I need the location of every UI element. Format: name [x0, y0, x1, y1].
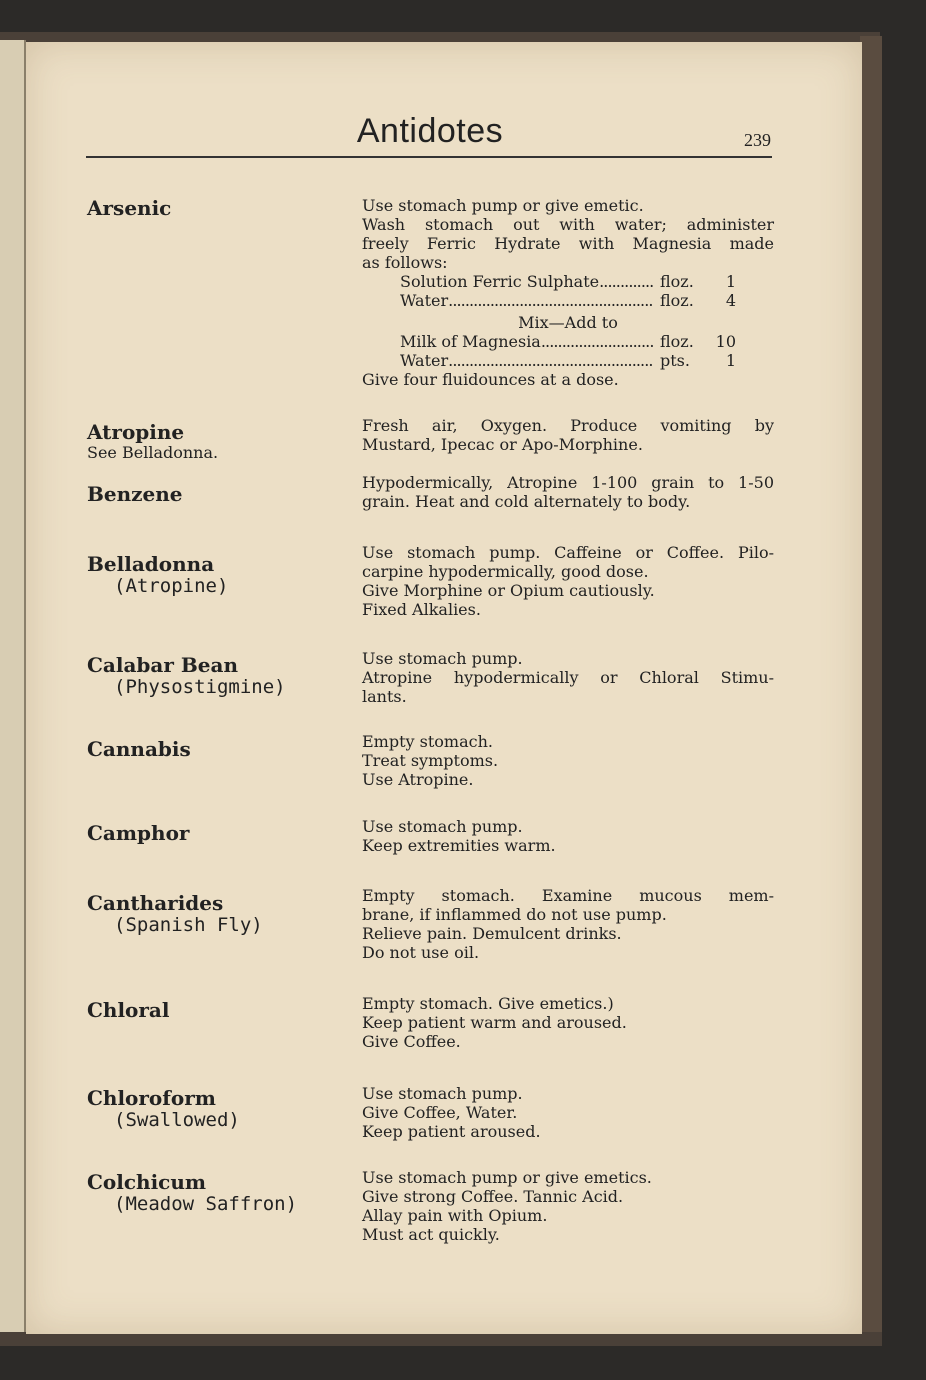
recipe-item: Solution Ferric Sulphate [400, 272, 600, 291]
mix-instruction: Mix—Add to [518, 313, 618, 332]
term-atropine: Atropine [87, 420, 185, 444]
text-line: Keep extremities warm. [362, 836, 556, 855]
entry-belladonna-text [362, 543, 774, 619]
text-line: Use Atropine. [362, 770, 474, 789]
recipe-unit: floz. [660, 332, 694, 351]
text-line: Fresh air, Oxygen. Produce vomiting by [362, 416, 774, 435]
term-colchicum: Colchicum [87, 1170, 207, 1194]
text-line: carpine hypodermically, good dose. [362, 562, 649, 581]
text-line: Give strong Coffee. Tannic Acid. [362, 1187, 624, 1206]
text-line: lants. [362, 687, 407, 706]
term-calabar-bean: Calabar Bean [87, 653, 239, 677]
text-line: Empty stomach. Examine mucous mem- [362, 886, 774, 905]
text-line: Empty stomach. [362, 732, 493, 751]
page-title: Antidotes [356, 112, 504, 150]
entry-atropine-text [362, 416, 774, 454]
see-reference: See Belladonna. [87, 443, 219, 462]
entry-chloroform-text [362, 1084, 774, 1141]
text-line: as follows: [362, 253, 448, 272]
entry-cannabis-text [362, 732, 774, 789]
recipe-row [400, 291, 736, 310]
text-line: Allay pain with Opium. [362, 1206, 548, 1225]
page-number: 239 [744, 130, 771, 150]
text-line: Use stomach pump. [362, 1084, 523, 1103]
text-line: Give Morphine or Opium cautiously. [362, 581, 655, 600]
text-line: Keep patient aroused. [362, 1122, 541, 1141]
recipe-row [400, 332, 736, 351]
recipe-qty: 1 [725, 351, 736, 370]
text-line: Use stomach pump. [362, 649, 523, 668]
text-line: Must act quickly. [362, 1225, 500, 1244]
term-cantharides: Cantharides [87, 891, 224, 915]
text-line: Hypodermically, Atropine 1-100 grain to 1-50 [362, 473, 774, 492]
entry-camphor-text [362, 817, 774, 855]
text-line: Give Coffee, Water. [362, 1103, 518, 1122]
recipe-unit: floz. [660, 272, 694, 291]
recipe-row [400, 351, 736, 370]
text-line: Use stomach pump. Caffeine or Coffee. Pilo- [362, 543, 774, 562]
entry-calabar-bean-text [362, 649, 774, 706]
term-subtitle: (Spanish Fly) [114, 914, 263, 936]
text-line: Use stomach pump. [362, 817, 523, 836]
recipe-qty: 10 [715, 332, 736, 351]
text-line: brane, if inflammed do not use pump. [362, 905, 667, 924]
header-rule [86, 156, 772, 158]
term-benzene: Benzene [87, 482, 183, 506]
recipe-item: Milk of Magnesia [400, 332, 541, 351]
text-line: Treat symptoms. [362, 751, 499, 770]
entry-colchicum-text [362, 1168, 774, 1244]
term-arsenic: Arsenic [87, 196, 172, 220]
term-chloroform: Chloroform [87, 1086, 216, 1110]
term-chloral: Chloral [87, 998, 170, 1022]
text-line: Wash stomach out with water; administer [362, 215, 774, 234]
entry-benzene-text [362, 473, 774, 511]
text-line: grain. Heat and cold alternately to body. [362, 492, 691, 511]
term-camphor: Camphor [87, 821, 190, 845]
recipe-qty: 4 [725, 291, 736, 310]
term-subtitle: (Atropine) [114, 575, 229, 597]
text-line: freely Ferric Hydrate with Magnesia made [362, 234, 774, 253]
term-subtitle: (Meadow Saffron) [114, 1193, 298, 1215]
term-subtitle: (Swallowed) [114, 1109, 240, 1131]
facing-page-edge [0, 40, 26, 1340]
entry-chloral-text [362, 994, 774, 1051]
text-line: Empty stomach. Give emetics.) [362, 994, 614, 1013]
entry-arsenic-text [362, 196, 774, 389]
recipe-item: Water [400, 351, 449, 370]
recipe-unit: pts. [660, 351, 690, 370]
text-line: Relieve pain. Demulcent drinks. [362, 924, 622, 943]
text-line: Give four fluidounces at a dose. [362, 370, 619, 389]
text-line: Use stomach pump or give emetics. [362, 1168, 652, 1187]
recipe-unit: floz. [660, 291, 694, 310]
text-line: Use stomach pump or give emetic. [362, 196, 644, 215]
recipe-row [400, 272, 736, 291]
recipe-item: Water [400, 291, 449, 310]
term-belladonna: Belladonna [87, 552, 215, 576]
text-line: Atropine hypodermically or Chloral Stimu- [362, 668, 774, 687]
term-subtitle: (Physostigmine) [114, 676, 286, 698]
text-line: Mustard, Ipecac or Apo-Morphine. [362, 435, 643, 454]
entry-cantharides-text [362, 886, 774, 962]
term-cannabis: Cannabis [87, 737, 191, 761]
text-line: Do not use oil. [362, 943, 480, 962]
recipe-qty: 1 [725, 272, 736, 291]
text-line: Fixed Alkalies. [362, 600, 481, 619]
text-line: Give Coffee. [362, 1032, 461, 1051]
text-line: Keep patient warm and aroused. [362, 1013, 627, 1032]
book-cover-right [860, 36, 882, 1346]
book-cover-bottom [0, 1332, 882, 1346]
